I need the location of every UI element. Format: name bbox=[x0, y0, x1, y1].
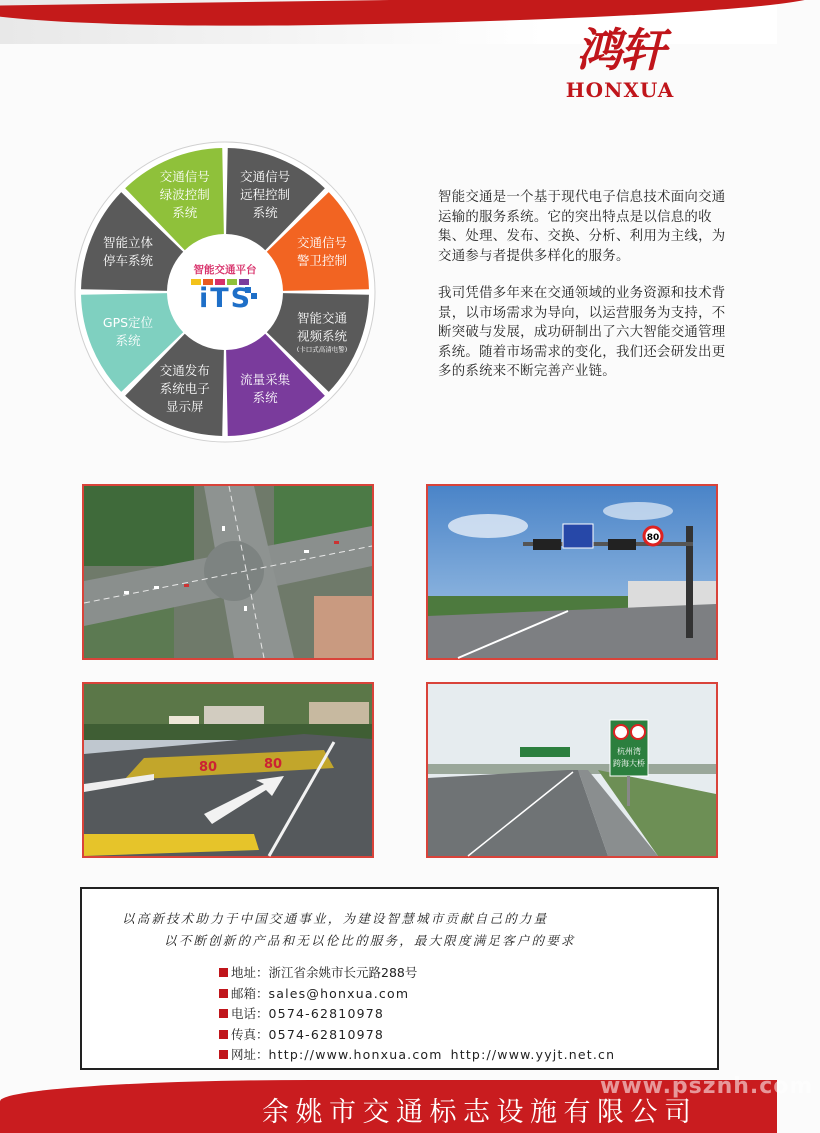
phone-value: 0574-62810978 bbox=[268, 1006, 385, 1021]
address-value: 浙江省余姚市长元路288号 bbox=[268, 965, 418, 980]
its-logo-icon bbox=[191, 279, 259, 319]
wheel-hub bbox=[177, 244, 273, 340]
watermark: www.psznh.com bbox=[600, 1074, 814, 1099]
slogan-line-2: 以不断创新的产品和无以伦比的服务，最大限度满足客户的要求 bbox=[164, 933, 576, 948]
wheel-label-green-wave: 交通信号 绿波控制 系统 bbox=[159, 168, 210, 220]
wheel-label-video: 智能交通 视频系统 (卡口式高清电警) bbox=[296, 310, 348, 354]
fax-value: 0574-62810978 bbox=[268, 1026, 385, 1042]
contact-box bbox=[80, 887, 719, 1070]
company-name: 余姚市交通标志设施有限公司 bbox=[262, 1097, 698, 1128]
bridge-sign-line-1: 杭州湾 bbox=[617, 747, 641, 756]
wheel-label-gps: GPS定位 系统 bbox=[102, 315, 154, 349]
phone-label: 电话： bbox=[231, 1006, 269, 1021]
website-link-2[interactable]: http://www.yyjt.net.cn bbox=[450, 1047, 616, 1062]
wheel-label-display: 交通发布 系统电子 显示屏 bbox=[159, 363, 210, 414]
highway-bridge-sign-photo bbox=[426, 682, 718, 858]
email-row bbox=[219, 984, 615, 1005]
fax-label: 传真： bbox=[231, 1026, 269, 1042]
address-label: 地址： bbox=[231, 965, 269, 980]
bullet-icon bbox=[219, 989, 228, 998]
intro-text bbox=[438, 188, 738, 400]
logo-chinese: 鸿轩 bbox=[576, 23, 664, 77]
bullet-icon bbox=[219, 1030, 228, 1039]
slogan-line-1: 以高新技术助力于中国交通事业，为建设智慧城市贡献自己的力量 bbox=[122, 911, 549, 926]
intersection-aerial-photo bbox=[82, 484, 374, 660]
hub-title: 智能交通平台 bbox=[193, 264, 257, 276]
wheel-label-flow: 流量采集 系统 bbox=[240, 372, 291, 405]
logo-english: HONXUA bbox=[565, 78, 675, 102]
tunnel-road-marking-photo bbox=[82, 682, 374, 858]
traffic-signal-road-photo bbox=[426, 484, 718, 660]
its-text: iTS bbox=[199, 283, 253, 314]
road-mark-80-left: 80 bbox=[199, 760, 218, 775]
wheel-label-parking: 智能立体 停车系统 bbox=[102, 234, 153, 268]
wheel-label-guard: 交通信号 警卫控制 bbox=[296, 234, 347, 268]
phone-row bbox=[219, 1004, 615, 1025]
website-label: 网址： bbox=[231, 1047, 269, 1062]
intro-paragraph-1: 智能交通是一个基于现代电子信息技术面向交通运输的服务系统。它的突出特点是以信息的收集、处理、发布、交换、分析、利用为主线，为交通参与者提供多样化的服务。 bbox=[438, 190, 726, 264]
intro-paragraph-2: 我司凭借多年来在交通领域的业务资源和技术背景，以市场需求为导向，以运营服务为支持，不断突破与发展，成功研制出了六大智能交通管理系统。随着市场需求的变化，我们还会研发出更多的系统来不断完善产业链。 bbox=[438, 286, 726, 379]
email-link[interactable]: sales@honxua.com bbox=[268, 985, 410, 1001]
road-mark-80-right: 80 bbox=[264, 757, 283, 772]
fax-row bbox=[219, 1025, 615, 1046]
wheel-label-remote: 交通信号 远程控制 系统 bbox=[240, 168, 291, 220]
address-row bbox=[219, 963, 615, 984]
contact-info bbox=[219, 963, 615, 1066]
speed-limit-sign: 80 bbox=[646, 533, 660, 543]
bullet-icon bbox=[219, 1009, 228, 1018]
bullet-icon bbox=[219, 1050, 228, 1059]
website-link-1[interactable]: http://www.honxua.com bbox=[268, 1047, 443, 1062]
its-system-wheel bbox=[75, 142, 375, 442]
company-logo bbox=[545, 22, 695, 102]
website-row bbox=[219, 1045, 615, 1066]
bridge-sign-line-2: 跨海大桥 bbox=[613, 759, 645, 768]
bullet-icon bbox=[219, 968, 228, 977]
email-label: 邮箱： bbox=[231, 985, 269, 1001]
